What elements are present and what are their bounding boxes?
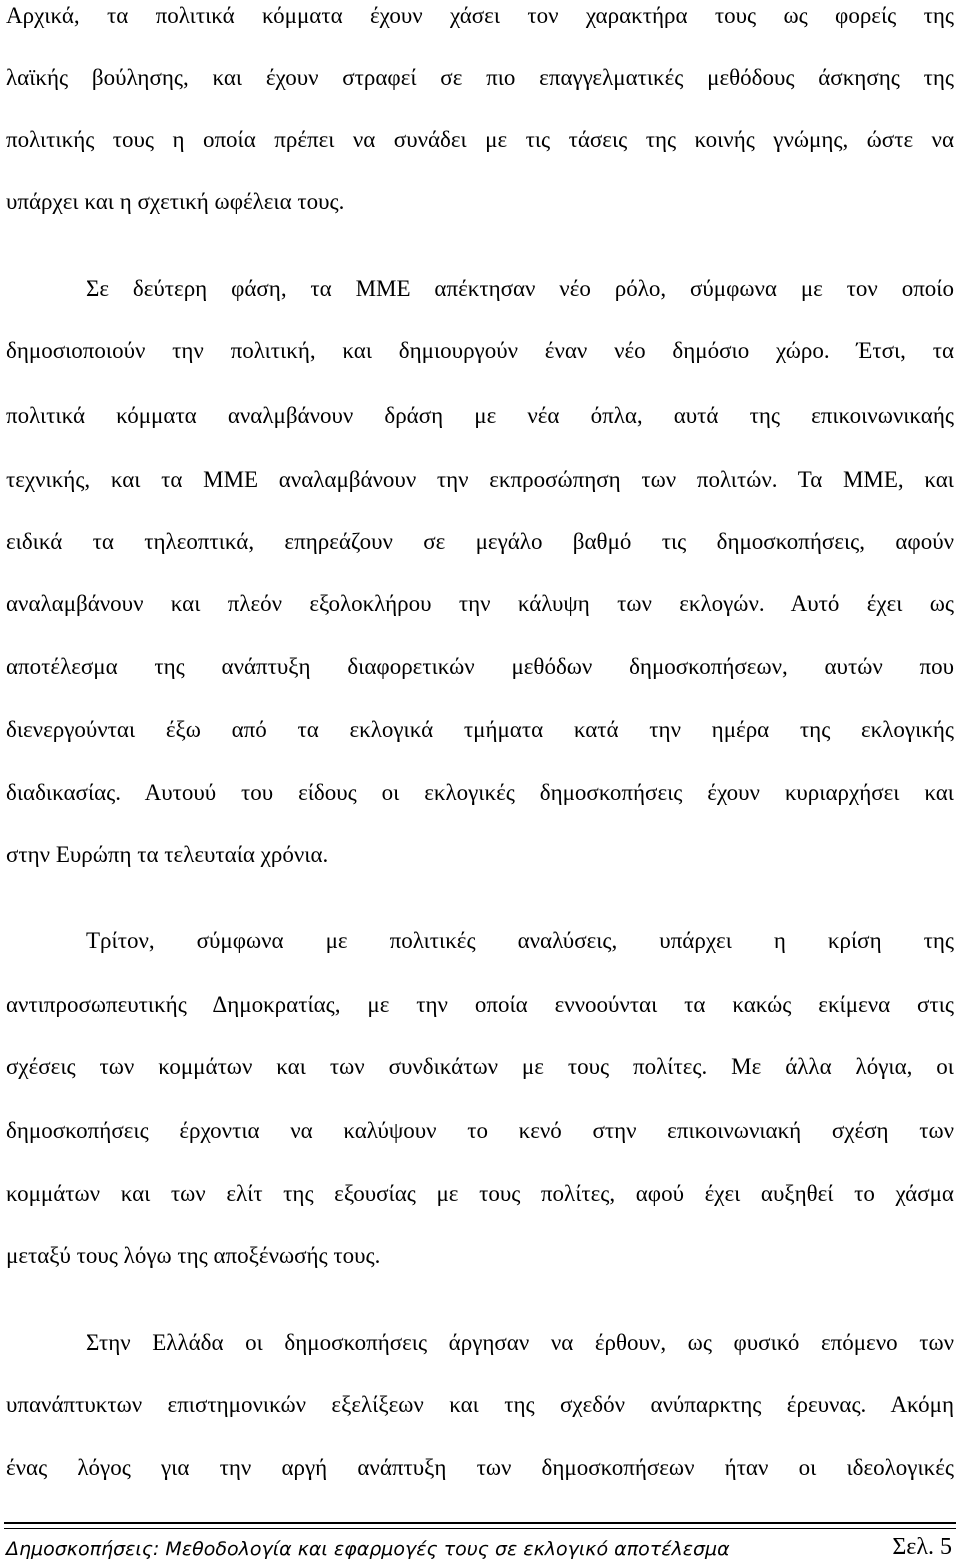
text-line: Σε δεύτερη φάση, τα ΜΜΕ απέκτησαν νέο ρόλο, σύμφωνα με τον οποίο xyxy=(86,276,954,301)
footer-divider xyxy=(4,1528,956,1529)
text-line: τεχνικής, και τα ΜΜΕ αναλαμβάνουν την εκπροσώπηση των πολιτών. Τα ΜΜΕ, και xyxy=(6,467,954,492)
text-line: λαϊκής βούλησης, και έχουν στραφεί σε πιο επαγγελματικές μεθόδους άσκησης της xyxy=(6,65,954,90)
text-line: δημοσιοποιούν την πολιτική, και δημιουργούν έναν νέο δημόσιο χώρο. Έτσι, τα xyxy=(6,338,954,363)
text-line: διαδικασίας. Αυτουύ του είδους οι εκλογικές δημοσκοπήσεις έχουν κυριαρχήσει και xyxy=(6,780,954,805)
text-line: υπανάπτυκτων επιστημονικών εξελίξεων και της σχεδόν ανύπαρκτης έρευνας. Ακόμη xyxy=(6,1392,954,1417)
text-line: πολιτικά κόμματα αναλμβάνουν δράση με νέα όπλα, αυτά της επικοινωνικαής xyxy=(6,403,954,428)
text-line: αναλαμβάνουν και πλεόν εξολοκλήρου την κάλυψη των εκλογών. Αυτό έχει ως xyxy=(6,591,954,616)
text-line: ειδικά τα τηλεοπτικά, επηρεάζουν σε μεγάλο βαθμό τις δημοσκοπήσεις, αφούν xyxy=(6,529,954,554)
footer-divider xyxy=(4,1522,956,1524)
text-line: σχέσεις των κομμάτων και των συνδικάτων με τους πολίτες. Με άλλα λόγια, οι xyxy=(6,1054,954,1079)
text-line: υπάρχει και η σχετική ωφέλεια τους. xyxy=(6,189,345,214)
text-line: κομμάτων και των ελίτ της εξουσίας με τους πολίτες, αφού έχει αυξηθεί το χάσμα xyxy=(6,1181,954,1206)
page-number: Σελ. 5 xyxy=(892,1534,952,1560)
text-line: δημοσκοπήσεις έρχοντια να καλύψουν το κενό στην επικοινωνιακή σχέση των xyxy=(6,1118,954,1143)
text-line: Αρχικά, τα πολιτικά κόμματα έχουν χάσει τον χαρακτήρα τους ως φορείς της xyxy=(6,3,954,28)
text-line: αντιπροσωπευτικής Δημοκρατίας, με την οποία εννοούνται τα κακώς εκίμενα στις xyxy=(6,992,954,1017)
footer-title: Δημοσκοπήσεις: Μεθοδολογία και εφαρμογές τους σε εκλογικό αποτέλεσμα xyxy=(6,1538,730,1560)
text-line: πολιτικής τους η οποία πρέπει να συνάδει με τις τάσεις της κοινής γνώμης, ώστε να xyxy=(6,127,954,152)
text-line: Τρίτον, σύμφωνα με πολιτικές αναλύσεις, υπάρχει η κρίση της xyxy=(86,928,954,953)
text-line: στην Ευρώπη τα τελευταία χρόνια. xyxy=(6,842,329,867)
text-line: διενεργούνται έξω από τα εκλογικά τμήματα κατά την ημέρα της εκλογικής xyxy=(6,717,954,742)
text-line: ένας λόγος για την αργή ανάπτυξη των δημοσκοπήσεων ήταν οι ιδεολογικές xyxy=(6,1455,954,1480)
text-line: μεταξύ τους λόγω της αποξένωσής τους. xyxy=(6,1243,381,1268)
text-line: αποτέλεσμα της ανάπτυξη διαφορετικών μεθόδων δημοσκοπήσεων, αυτών που xyxy=(6,654,954,679)
text-line: Στην Ελλάδα οι δημοσκοπήσεις άργησαν να έρθουν, ως φυσικό επόμενο των xyxy=(86,1330,954,1355)
